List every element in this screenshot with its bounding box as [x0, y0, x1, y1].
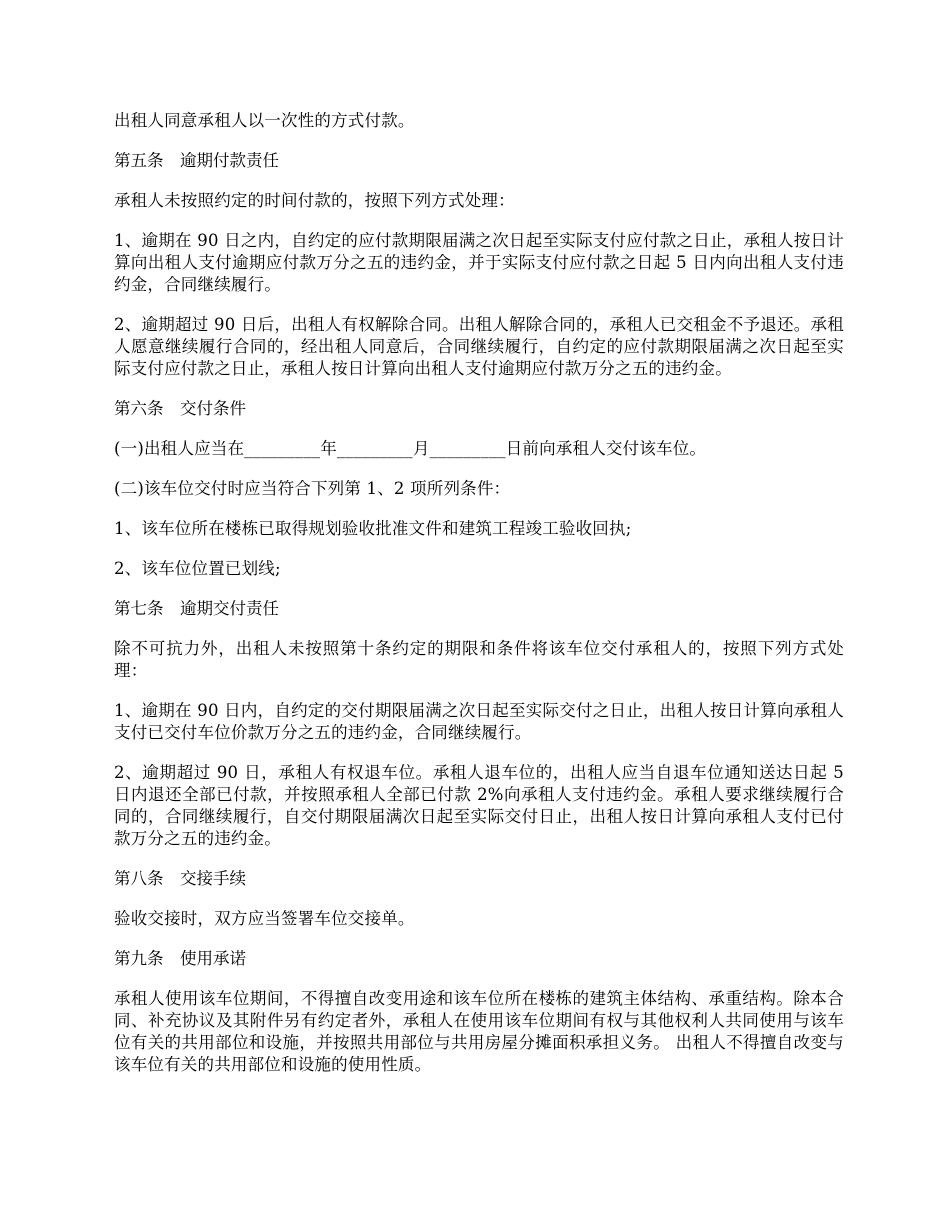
paragraph-late-delivery-2: 2、逾期超过 90 日，承租人有权退车位。承租人退车位的，出租人应当自退车位通知送达日起 5 日内退还全部已付款，并按照承租人全部已付款 2%向承租人支付违约金。承租人要求继续履行合同的，合同继续履行，自交付期限届满次日起至实际交付日止，出租人按日计算向承租人支付已付款万分之五的违约金。 [114, 763, 844, 848]
document-page [114, 110, 844, 1094]
paragraph-delivery-date: (一)出租人应当在_________年_________月_________日前向承租人交付该车位。 [114, 439, 707, 458]
paragraph-usage-commitment: 承租人使用该车位期间，不得擅自改变用途和该车位所在楼栋的建筑主体结构、承重结构。除本合同、补充协议及其附件另有约定者外，承租人在使用该车位期间有权与其他权利人共同使用与该车位有关的共用部位和设施，并按照共用部位与共用房屋分摊面积承担义务。 出租人不得擅自改变与该车位有关的共用部位和设施的使用性质。 [114, 989, 844, 1074]
heading-article-9: 第九条 使用承诺 [114, 949, 246, 968]
paragraph-late-payment-intro: 承租人未按照约定的时间付款的，按照下列方式处理： [114, 191, 515, 210]
paragraph-late-delivery-1: 1、逾期在 90 日内，自约定的交付期限届满之次日起至实际交付之日止，出租人按日计算向承租人支付已交付车位价款万分之五的违约金，合同继续履行。 [114, 701, 844, 742]
paragraph-late-payment-2: 2、逾期超过 90 日后，出租人有权解除合同。出租人解除合同的，承租人已交租金不予退还。承租人愿意继续履行合同的，经出租人同意后，合同继续履行，自约定的应付款期限届满之次日起至实际支付应付款之日止，承租人按日计算向出租人支付逾期应付款万分之五的违约金。 [114, 315, 844, 378]
paragraph-payment-method: 出租人同意承租人以一次性的方式付款。 [114, 111, 415, 130]
paragraph-late-payment-1: 1、逾期在 90 日之内，自约定的应付款期限届满之次日起至实际支付应付款之日止，承租人按日计算向出租人支付逾期应付款万分之五的违约金，并于实际支付应付款之日起 5 日内向出租人支付违约金，合同继续履行。 [114, 231, 844, 294]
heading-article-7: 第七条 逾期交付责任 [114, 599, 279, 618]
paragraph-condition-2: 2、该车位位置已划线; [114, 559, 281, 578]
paragraph-condition-1: 1、该车位所在楼栋已取得规划验收批准文件和建筑工程竣工验收回执; [114, 519, 632, 538]
paragraph-handover: 验收交接时，双方应当签署车位交接单。 [114, 909, 415, 928]
heading-article-5: 第五条 逾期付款责任 [114, 151, 279, 170]
heading-article-8: 第八条 交接手续 [114, 869, 246, 888]
paragraph-late-delivery-intro: 除不可抗力外，出租人未按照第十条约定的期限和条件将该车位交付承租人的，按照下列方式处理： [114, 639, 844, 680]
paragraph-delivery-conditions: (二)该车位交付时应当符合下列第 1、2 项所列条件： [114, 479, 511, 498]
heading-article-6: 第六条 交付条件 [114, 399, 246, 418]
